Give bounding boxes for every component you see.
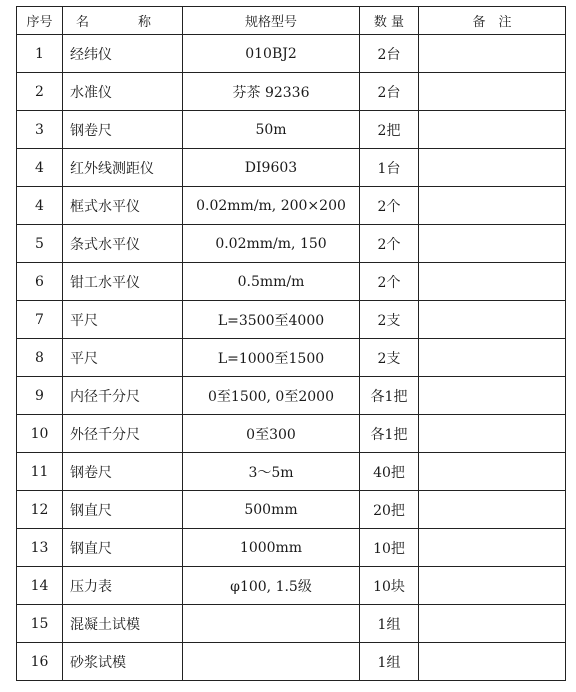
table-row [17,415,566,453]
table-row [17,643,566,681]
cell-name: 混凝土试模 [63,605,183,643]
cell-name: 钳工水平仪 [63,263,183,301]
cell-spec: 500mm [183,491,360,529]
cell-no: 4 [17,187,63,225]
table-row [17,35,566,73]
cell-note [419,225,566,263]
table-row [17,263,566,301]
cell-name: 内径千分尺 [63,377,183,415]
table-row [17,377,566,415]
cell-spec: 芬茶 92336 [183,73,360,111]
cell-qty: 2台 [360,73,419,111]
cell-spec: L=3500至4000 [183,301,360,339]
cell-note [419,111,566,149]
cell-note [419,567,566,605]
cell-note [419,187,566,225]
cell-spec: 0.02mm/m, 200×200 [183,187,360,225]
cell-name: 条式水平仪 [63,225,183,263]
cell-spec [183,643,360,681]
cell-name: 钢卷尺 [63,111,183,149]
cell-note [419,491,566,529]
cell-qty: 2个 [360,187,419,225]
cell-note [419,263,566,301]
cell-qty: 1组 [360,605,419,643]
table-row [17,225,566,263]
cell-spec: φ100, 1.5级 [183,567,360,605]
cell-qty: 1组 [360,643,419,681]
header-spec: 规格型号 [183,7,360,35]
cell-qty: 2台 [360,35,419,73]
cell-qty: 2把 [360,111,419,149]
header-row [17,7,566,35]
cell-note [419,415,566,453]
table-row [17,187,566,225]
cell-spec: 0至1500, 0至2000 [183,377,360,415]
cell-note [419,35,566,73]
cell-name: 钢卷尺 [63,453,183,491]
table-row [17,339,566,377]
cell-spec [183,605,360,643]
header-no: 序号 [17,7,63,35]
cell-note [419,453,566,491]
cell-spec: 50m [183,111,360,149]
cell-no: 1 [17,35,63,73]
cell-spec: 1000mm [183,529,360,567]
cell-note [419,643,566,681]
cell-note [419,377,566,415]
cell-no: 16 [17,643,63,681]
cell-name: 水准仪 [63,73,183,111]
table-row [17,73,566,111]
cell-note [419,73,566,111]
instrument-table [16,6,566,681]
cell-no: 4 [17,149,63,187]
cell-qty: 10块 [360,567,419,605]
cell-name: 压力表 [63,567,183,605]
cell-note [419,605,566,643]
cell-qty: 10把 [360,529,419,567]
table-row [17,301,566,339]
cell-no: 3 [17,111,63,149]
cell-no: 11 [17,453,63,491]
table-row [17,529,566,567]
header-note: 备 注 [419,7,566,35]
cell-qty: 1台 [360,149,419,187]
cell-name: 钢直尺 [63,529,183,567]
cell-note [419,339,566,377]
cell-qty: 2个 [360,225,419,263]
cell-qty: 2支 [360,339,419,377]
table-row [17,149,566,187]
cell-qty: 20把 [360,491,419,529]
table-row [17,491,566,529]
cell-no: 10 [17,415,63,453]
cell-no: 12 [17,491,63,529]
cell-note [419,529,566,567]
cell-no: 14 [17,567,63,605]
header-qty: 数 量 [360,7,419,35]
cell-no: 9 [17,377,63,415]
cell-spec: L=1000至1500 [183,339,360,377]
cell-name: 平尺 [63,301,183,339]
cell-spec: DI9603 [183,149,360,187]
cell-no: 6 [17,263,63,301]
cell-name: 红外线测距仪 [63,149,183,187]
cell-qty: 2支 [360,301,419,339]
cell-spec: 0至300 [183,415,360,453]
cell-no: 7 [17,301,63,339]
cell-spec: 010BJ2 [183,35,360,73]
cell-spec: 3～5m [183,453,360,491]
cell-note [419,301,566,339]
cell-spec: 0.02mm/m, 150 [183,225,360,263]
cell-qty: 2个 [360,263,419,301]
cell-qty: 各1把 [360,415,419,453]
cell-no: 5 [17,225,63,263]
table-row [17,605,566,643]
cell-no: 2 [17,73,63,111]
cell-name: 外径千分尺 [63,415,183,453]
table-row [17,453,566,491]
cell-no: 13 [17,529,63,567]
cell-no: 8 [17,339,63,377]
cell-note [419,149,566,187]
cell-name: 钢直尺 [63,491,183,529]
cell-qty: 各1把 [360,377,419,415]
table-row [17,111,566,149]
table-row [17,567,566,605]
header-name: 名 称 [63,7,183,35]
cell-qty: 40把 [360,453,419,491]
cell-name: 平尺 [63,339,183,377]
cell-name: 砂浆试模 [63,643,183,681]
cell-name: 框式水平仪 [63,187,183,225]
cell-name: 经纬仪 [63,35,183,73]
cell-no: 15 [17,605,63,643]
cell-spec: 0.5mm/m [183,263,360,301]
